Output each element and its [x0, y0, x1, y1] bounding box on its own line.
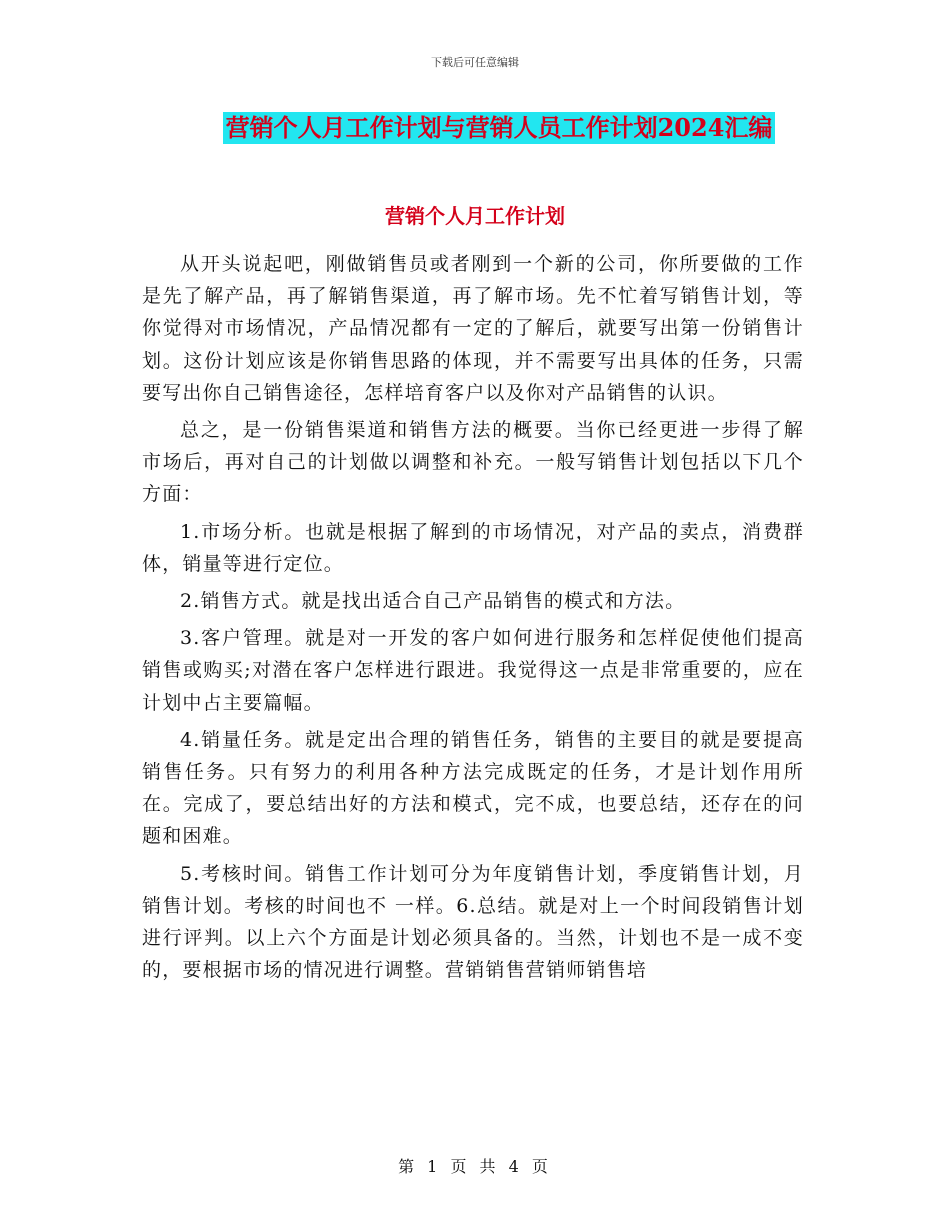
header-note: 下载后可任意编辑 [431, 56, 519, 69]
paragraph: 3.客户管理。就是对一开发的客户如何进行服务和怎样促使他们提高销售或购买;对潜在客户怎样进行跟进。我觉得这一点是非常重要的，应在计划中占主要篇幅。 [142, 627, 804, 714]
document-title: 营销个人月工作计划与营销人员工作计划2024汇编 [223, 112, 776, 144]
paragraph: 4.销量任务。就是定出合理的销售任务，销售的主要目的就是要提高销售任务。只有努力的利用各种方法完成既定的任务，才是计划作用所在。完成了，要总结出好的方法和模式，完不成，也要总结，还存在的问题和困难。 [142, 728, 804, 848]
title-container [0, 112, 950, 144]
page-number: 第 1 页 共 4 页 [398, 1157, 552, 1176]
paragraph: 2.销售方式。就是找出适合自己产品销售的模式和方法。 [180, 590, 686, 613]
paragraph: 5.考核时间。销售工作计划可分为年度销售计划，季度销售计划，月销售计划。考核的时间也不 一样。6.总结。就是对上一个时间段销售计划进行评判。以上六个方面是计划必须具备的。当然，计划也不是一成不变的，要根据市场的情况进行调整。营销销售营销师销售培 [142, 862, 804, 982]
paragraph: 1.市场分析。也就是根据了解到的市场情况，对产品的卖点，消费群体，销量等进行定位。 [142, 520, 804, 575]
paragraph: 从开头说起吧，刚做销售员或者刚到一个新的公司，你所要做的工作是先了解产品，再了解销售渠道，再了解市场。先不忙着写销售计划，等你觉得对市场情况，产品情况都有一定的了解后，就要写出第一份销售计划。这份计划应该是你销售思路的体现，并不需要写出具体的任务，只需要写出你自己销售途径，怎样培育客户以及你对产品销售的认识。 [142, 253, 804, 404]
document-body [142, 248, 804, 986]
paragraph: 总之，是一份销售渠道和销售方法的概要。当你已经更进一步得了解市场后，再对自己的计划做以调整和补充。一般写销售计划包括以下几个方面： [142, 419, 804, 506]
section-title: 营销个人月工作计划 [385, 204, 565, 228]
